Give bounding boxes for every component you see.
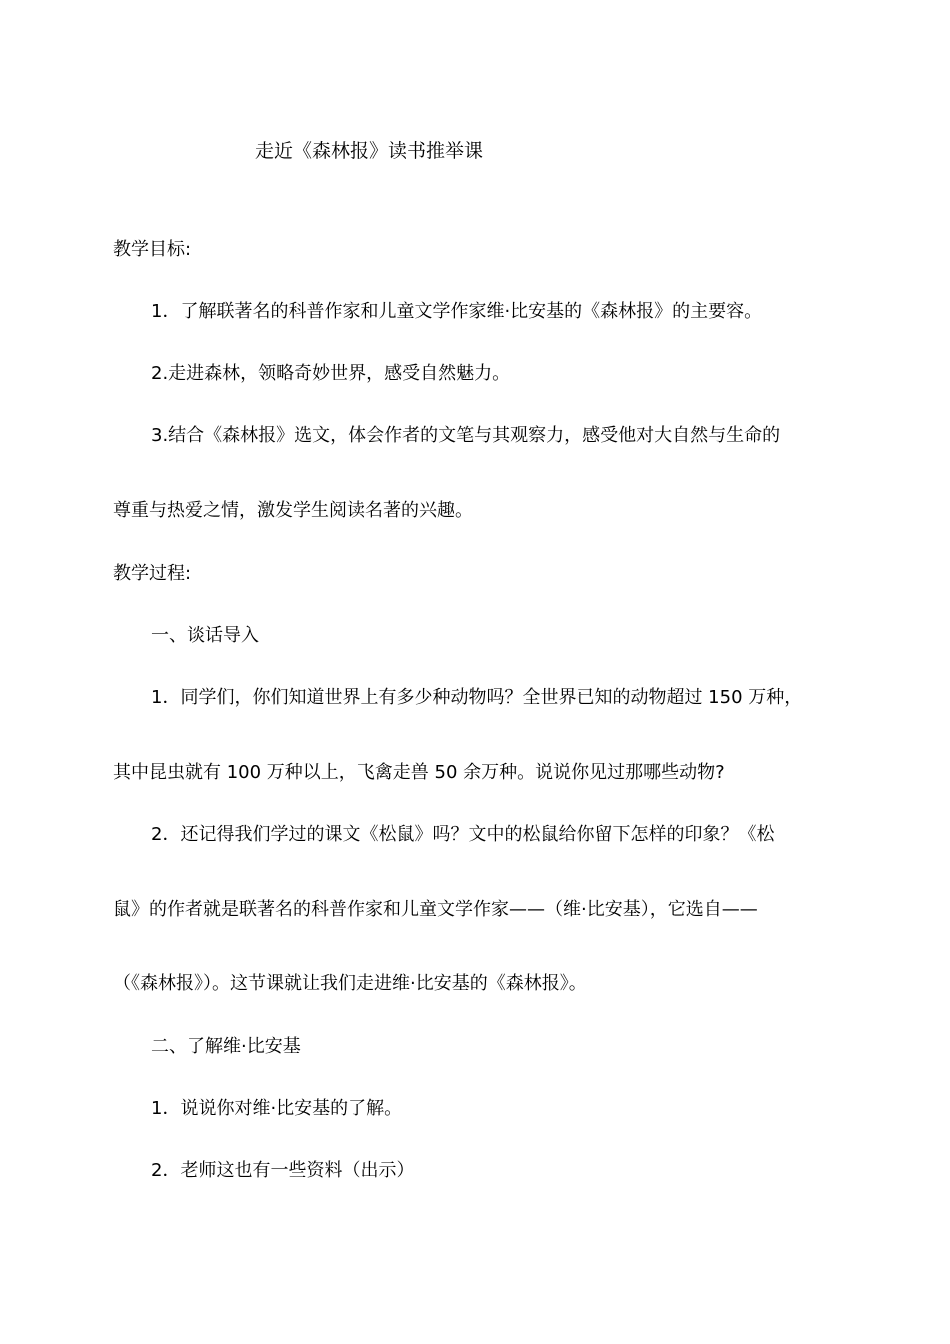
paragraph-3: 1．说说你对维·比安基的了解。 [151, 1098, 403, 1119]
objective-1: 1．了解联著名的科普作家和儿童文学作家维·比安基的《森林报》的主要容。 [151, 301, 763, 322]
objective-2: 2.走进森林，领略奇妙世界，感受自然魅力。 [151, 363, 511, 384]
section-heading-objectives: 教学目标: [113, 239, 192, 260]
paragraph-1: 1．同学们，你们知道世界上有多少种动物吗？全世界已知的动物超过 150 万种， [151, 687, 803, 708]
paragraph-2-continued: 鼠》的作者就是联著名的科普作家和儿童文学作家——（维·比安基），它选自—— [113, 899, 758, 920]
step-heading-1: 一、谈话导入 [151, 625, 259, 646]
paragraph-1-continued: 其中昆虫就有 100 万种以上，飞禽走兽 50 余万种。说说你见过那哪些动物? [113, 762, 725, 783]
paragraph-2-continued-2: （《森林报》）。这节课就让我们走进维·比安基的《森林报》。 [113, 973, 587, 994]
paragraph-2: 2．还记得我们学过的课文《松鼠》吗？文中的松鼠给你留下怎样的印象？《松 [151, 824, 775, 845]
objective-3-continued: 尊重与热爱之情，激发学生阅读名著的兴趣。 [113, 500, 473, 521]
step-heading-2: 二、了解维·比安基 [151, 1036, 301, 1057]
section-heading-process: 教学过程: [113, 563, 192, 584]
document-title: 走近《森林报》读书推举课 [255, 140, 484, 162]
paragraph-4: 2．老师这也有一些资料（出示） [151, 1160, 415, 1181]
objective-3: 3.结合《森林报》选文，体会作者的文笔与其观察力，感受他对大自然与生命的 [151, 425, 781, 446]
